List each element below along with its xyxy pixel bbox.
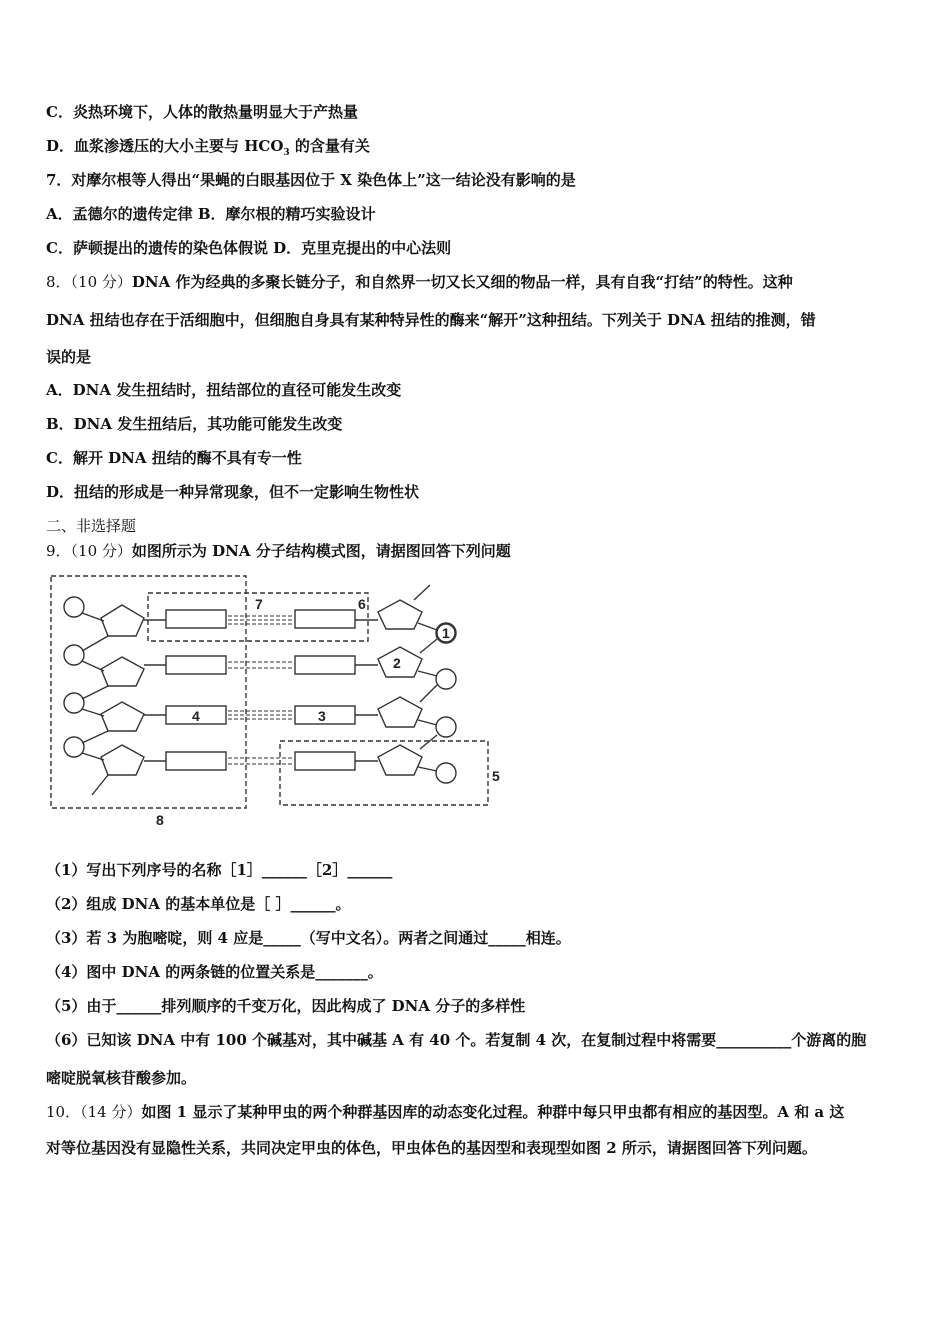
- label-6: 6: [358, 596, 366, 612]
- q8-option-c: C．解开 DNA 扭结的酶不具有专一性: [46, 449, 302, 467]
- q9-sub6-line1: （6）已知该 DNA 中有 100 个碱基对，其中碱基 A 有 40 个。若复制 4 次，在复制过程中将需要__________个游离的胞: [46, 1031, 867, 1049]
- sugar-left-4: [101, 745, 144, 775]
- q9-stem: [46, 541, 910, 561]
- q7-options-ab: A．孟德尔的遗传定律 B．摩尔根的精巧实验设计: [46, 205, 376, 223]
- box-5: [280, 741, 488, 805]
- q9-number: 9．（10 分）: [46, 542, 132, 560]
- q9-sub4: （4）图中 DNA 的两条链的位置关系是_______。: [46, 963, 383, 981]
- q6-option-d-subscript: 3: [283, 148, 290, 158]
- q8-stem-text: DNA 作为经典的多聚长链分子，和自然界一切又长又细的物品一样，具有自我“打结”的特性。这种: [131, 273, 793, 291]
- q10-stem-line2: 对等位基因没有显隐性关系，共同决定甲虫的体色，甲虫体色的基因型和表现型如图 2 所示，请据图回答下列问题。: [46, 1139, 817, 1157]
- q8-option-a: A．DNA 发生扭结时，扭结部位的直径可能发生改变: [46, 381, 402, 399]
- q8-number: 8．（10 分）: [46, 273, 132, 291]
- q8-stem-line3: 误的是: [46, 348, 92, 366]
- q6-option-d-text-end: 的含量有关: [289, 137, 370, 155]
- section-title: 二、非选择题: [46, 517, 137, 535]
- sugar-right-3: [378, 697, 422, 727]
- q9-sub1: （1）写出下列序号的名称［1］______［2］______: [46, 861, 393, 879]
- q10-stem-line1: [46, 1102, 910, 1122]
- q9-sub3: （3）若 3 为胞嘧啶，则 4 应是_____（写中文名）。两者之间通过_____相连。: [46, 929, 571, 947]
- sugar-right-1: [378, 600, 422, 629]
- sugar-left-1: [101, 605, 144, 636]
- q6-option-d-text: D．血浆渗透压的大小主要与 HCO: [46, 137, 284, 155]
- q6-option-c: C．炎热环境下，人体的散热量明显大于产热量: [46, 103, 358, 121]
- sugar-right-4: [378, 745, 422, 775]
- label-8: 8: [156, 812, 164, 828]
- base-right-4: [295, 752, 355, 770]
- sugar-left-2: [101, 657, 144, 686]
- base-left-3: [166, 752, 226, 770]
- q10-stem-text: 如图 1 显示了某种甲虫的两个种群基因库的动态变化过程。种群中每只甲虫都有相应的基因型。A 和 a 这: [141, 1103, 845, 1121]
- phosphate-left-2: [64, 645, 84, 665]
- base-right-1: [295, 610, 355, 628]
- q8-stem-line2: DNA 扭结也存在于活细胞中，但细胞自身具有某种特异性的酶来“解开”这种扭结。下列关于 DNA 扭结的推测，错: [46, 311, 816, 329]
- q7-options-cd: C．萨顿提出的遗传的染色体假说 D．克里克提出的中心法则: [46, 239, 452, 257]
- label-1: 1: [442, 625, 450, 641]
- phosphate-left-4: [64, 737, 84, 757]
- q8-option-d: D．扭结的形成是一种异常现象，但不一定影响生物性状: [46, 483, 420, 501]
- q9-sub6-line2: 嘧啶脱氧核苷酸参加。: [46, 1069, 197, 1087]
- label-5: 5: [492, 768, 500, 784]
- q9-sub5: （5）由于______排列顺序的千变万化，因此构成了 DNA 分子的多样性: [46, 997, 526, 1015]
- label-3: 3: [318, 708, 326, 724]
- box-8: [51, 576, 246, 808]
- phosphate-right-3: [436, 717, 456, 737]
- base-right-2: [295, 656, 355, 674]
- q9-sub2: （2）组成 DNA 的基本单位是［ ］______。: [46, 895, 351, 913]
- phosphate-left-3: [64, 693, 84, 713]
- label-2: 2: [393, 655, 401, 671]
- sugar-left-3: [101, 702, 144, 731]
- base-left-1: [166, 610, 226, 628]
- base-left-2: [166, 656, 226, 674]
- phosphate-left-1: [64, 597, 84, 617]
- q8-option-b: B．DNA 发生扭结后，其功能可能发生改变: [46, 415, 343, 433]
- label-4: 4: [192, 708, 200, 724]
- label-7: 7: [255, 596, 263, 612]
- phosphate-right-2: [436, 669, 456, 689]
- q6-option-d: [46, 136, 910, 163]
- q10-number: 10．（14 分）: [46, 1103, 142, 1121]
- phosphate-right-4: [436, 763, 456, 783]
- q8-stem-line1: [46, 272, 910, 292]
- q9-stem-text: 如图所示为 DNA 分子结构模式图，请据图回答下列问题: [131, 542, 511, 560]
- q7-stem: 7．对摩尔根等人得出“果蝇的白眼基因位于 X 染色体上”这一结论没有影响的是: [46, 171, 576, 189]
- dna-structure-diagram: [48, 575, 500, 828]
